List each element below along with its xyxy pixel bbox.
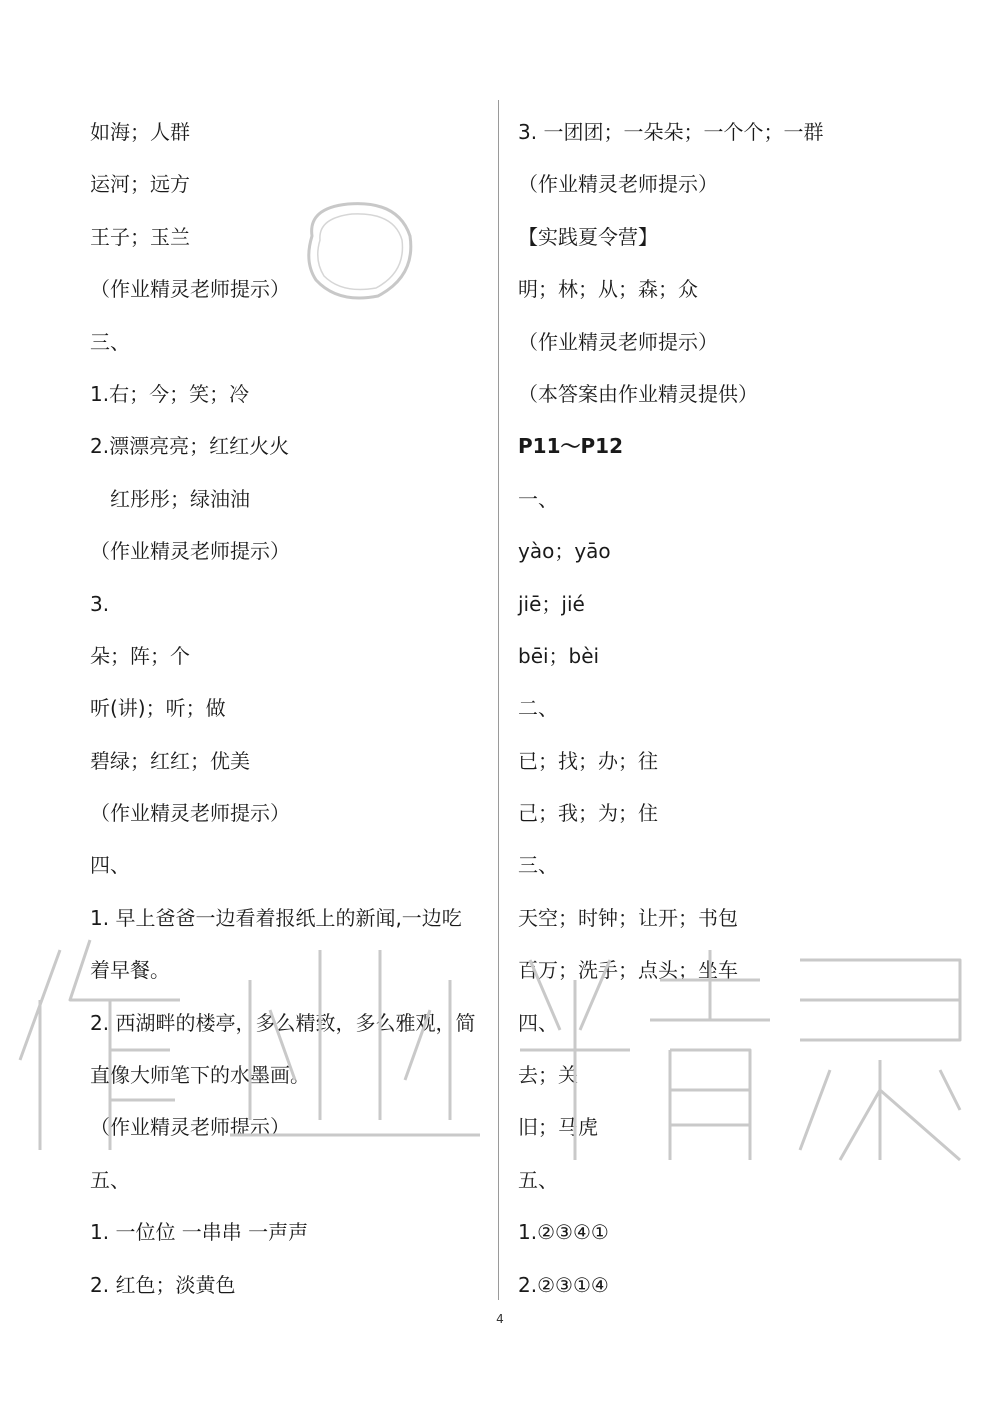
answer-line: 2.②③①④ [518,1272,609,1297]
answer-line: 3. [90,591,110,616]
hint-line: （作业精灵老师提示） [90,1115,290,1140]
answer-line: 1. 一位位 一串串 一声声 [90,1220,309,1245]
answer-line: 旧；马虎 [518,1115,598,1140]
column-divider [498,100,499,1300]
hint-line: （作业精灵老师提示） [518,329,718,354]
answer-line: bēi；bèi [518,643,600,668]
hint-line: （作业精灵老师提示） [90,801,290,826]
page-number: 4 [496,1312,504,1326]
left-column [90,106,490,1311]
section-heading: 【实践夏令营】 [518,224,658,249]
answer-line: 如海；人群 [90,120,190,144]
answer-line: 去；关 [518,1063,578,1088]
hint-line: （作业精灵老师提示） [518,172,718,197]
section-heading: 三、 [90,329,130,354]
page-range-heading: P11～P12 [518,434,623,459]
answer-line: 天空；时钟；让开；书包 [518,905,738,930]
answer-line: 1. 早上爸爸一边看着报纸上的新闻,一边吃 [90,905,462,930]
hint-line: （作业精灵老师提示） [90,277,290,302]
answer-line: yào；yāo [518,539,611,564]
hint-line: （作业精灵老师提示） [90,539,290,564]
section-heading: 四、 [518,1010,558,1035]
answer-line: 运河；远方 [90,172,190,197]
answer-line: 1.②③④① [518,1220,609,1245]
answer-line: 碧绿；红红；优美 [90,748,250,773]
section-heading: 二、 [518,696,558,721]
right-column [518,106,958,1311]
answer-line: 朵；阵；个 [90,643,190,668]
answer-line: 明；林；从；森；众 [518,277,698,302]
answer-line: 红彤彤；绿油油 [110,486,250,511]
answer-line: 王子；玉兰 [90,224,190,249]
answer-line: 2. 红色；淡黄色 [90,1272,236,1297]
answer-line: 直像大师笔下的水墨画。 [90,1063,310,1088]
answer-line: 3. 一团团；一朵朵；一个个；一群 [518,120,824,144]
answer-line: 已；找；办；往 [518,748,658,773]
answer-line: 2. 西湖畔的楼亭，多么精致，多么雅观，简 [90,1010,476,1035]
answer-line: 听(讲)；听；做 [90,696,226,721]
section-heading: 三、 [518,853,558,878]
answer-line: 着早餐。 [90,958,170,983]
answer-line: 己；我；为；住 [518,801,658,826]
section-heading: 五、 [518,1167,558,1192]
hint-line: （本答案由作业精灵提供） [518,381,758,406]
answer-line: 2.漂漂亮亮；红红火火 [90,434,290,459]
answer-line: 百万；洗手；点头；坐车 [518,958,738,983]
section-heading: 五、 [90,1167,130,1192]
answer-line: 1.右；今；笑；冷 [90,381,250,406]
section-heading: 一、 [518,486,558,511]
answer-line: jiē；jié [518,591,585,616]
section-heading: 四、 [90,853,130,878]
